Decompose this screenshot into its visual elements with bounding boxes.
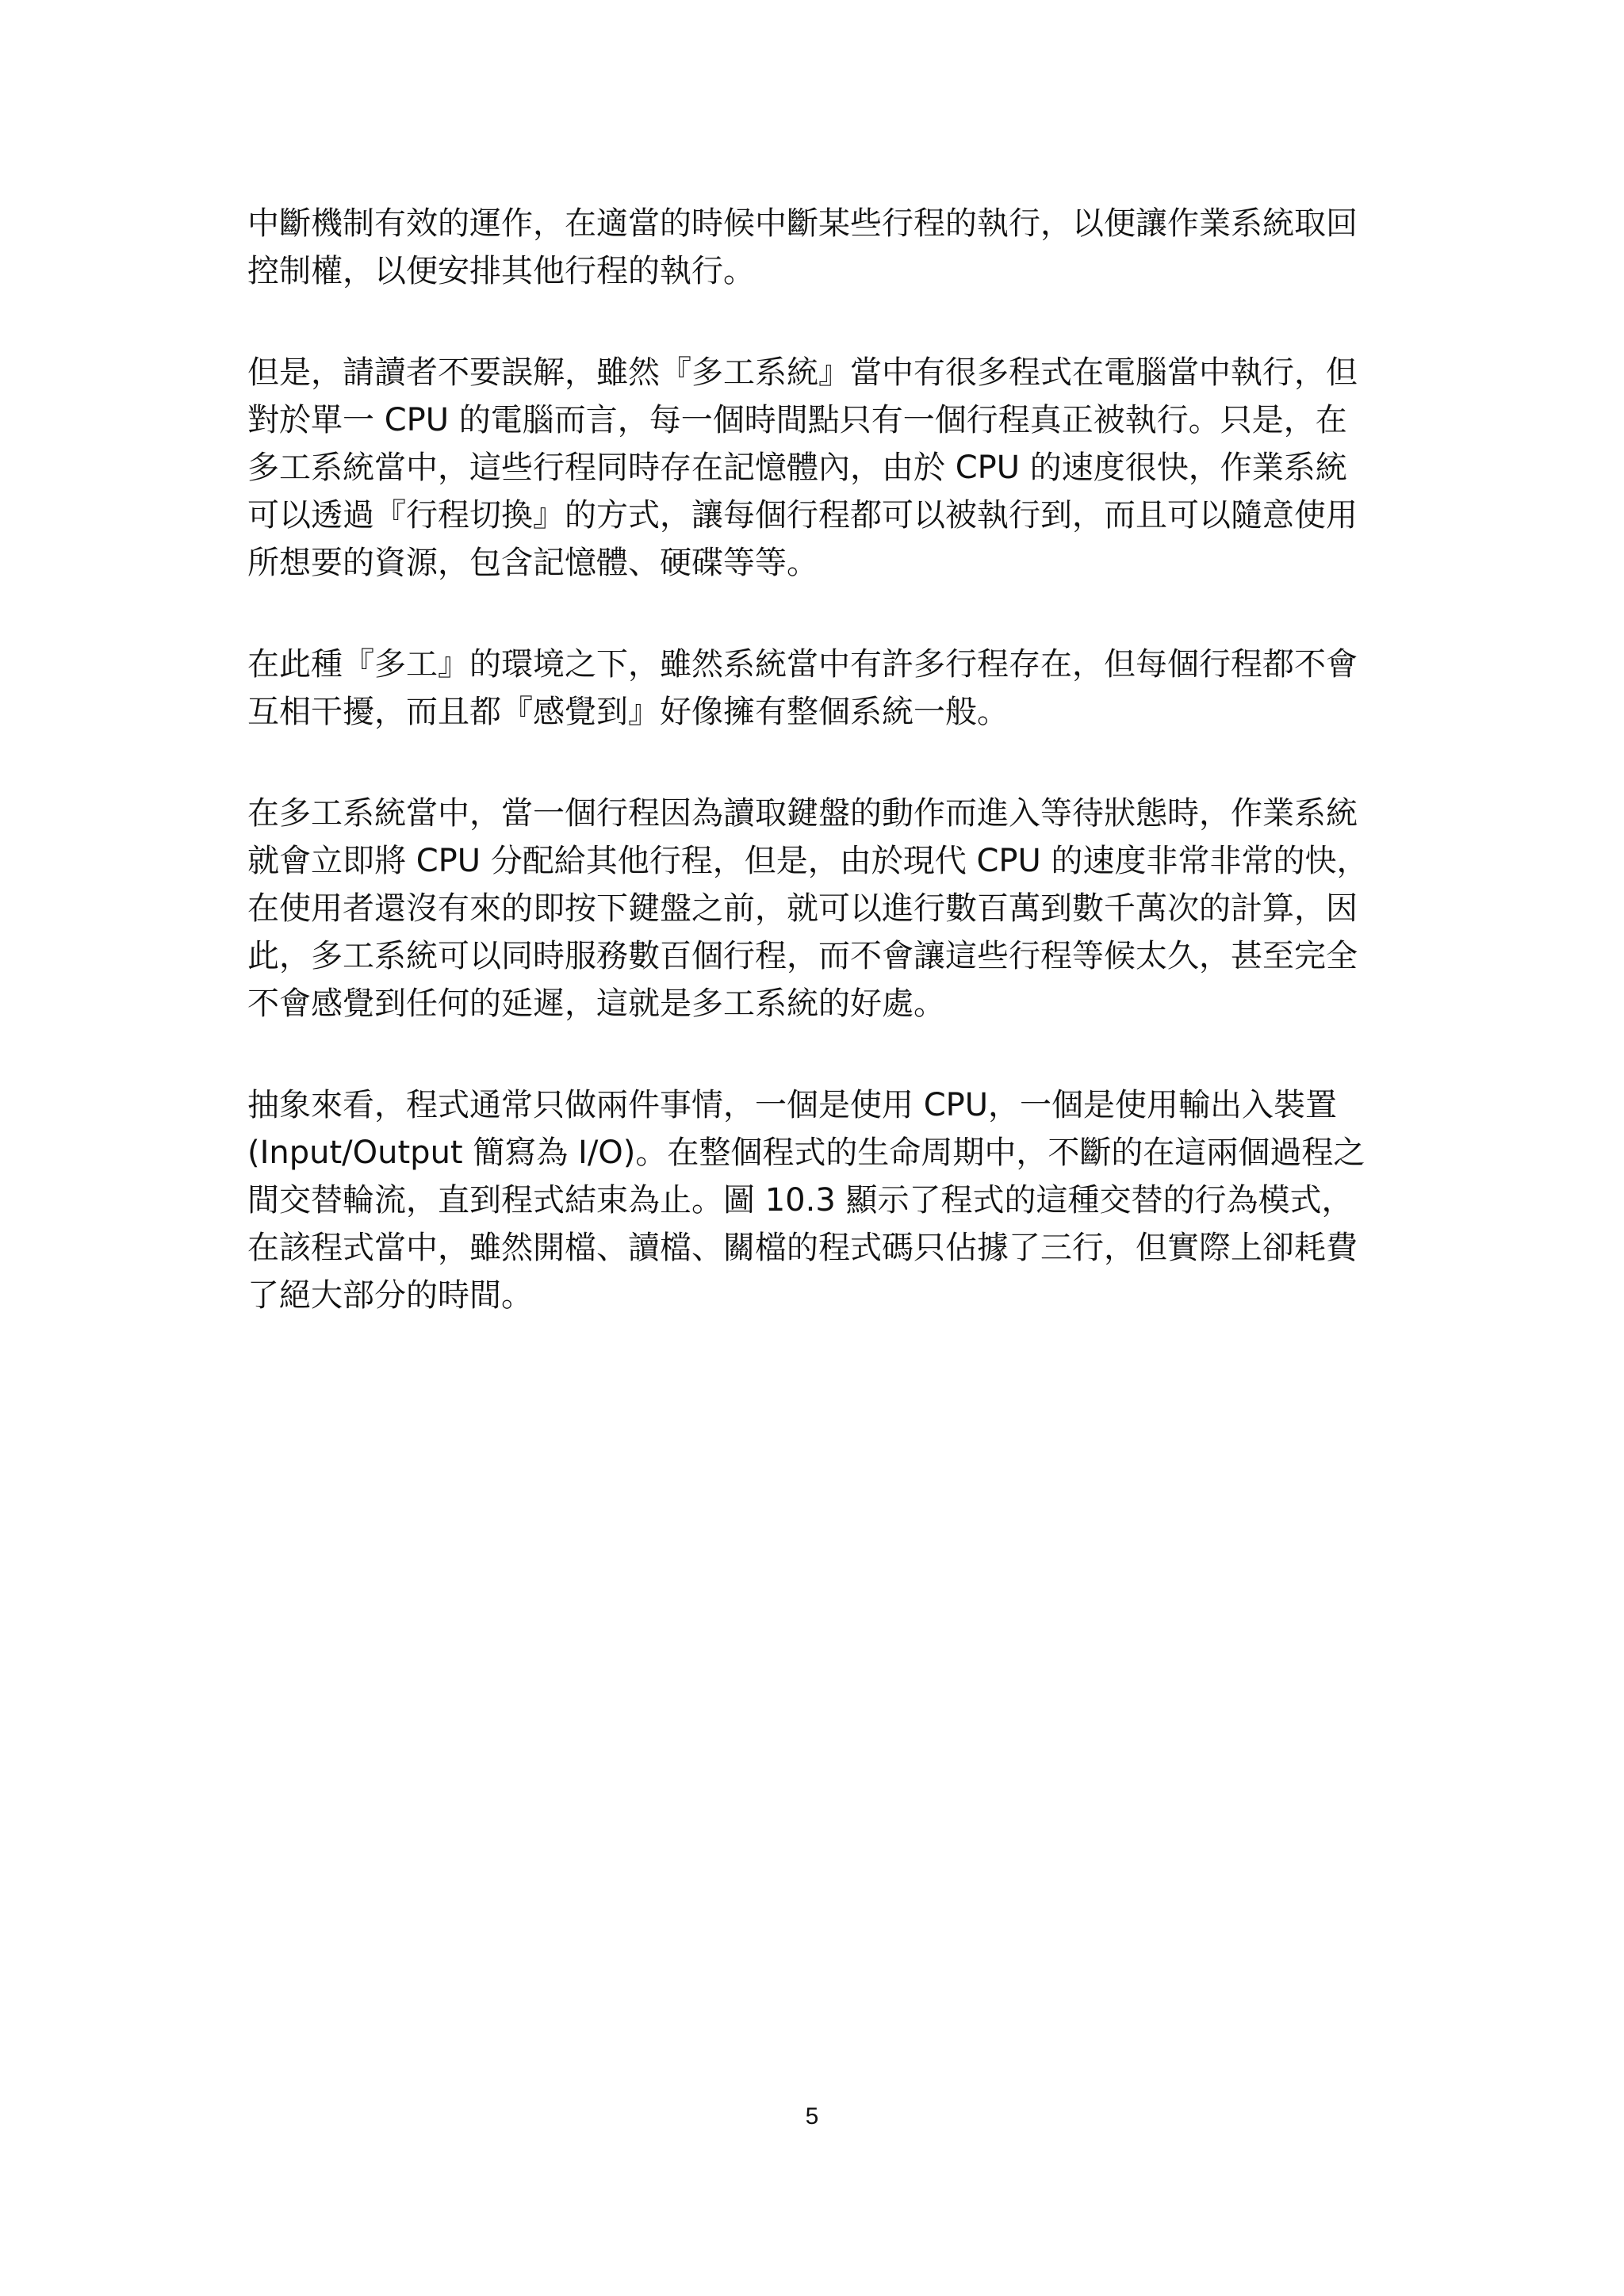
paragraph-line: 但是，請讀者不要誤解，雖然『多工系統』當中有很多程式在電腦當中執行，但 <box>247 354 1358 391</box>
page-number: 5 <box>805 2103 819 2130</box>
paragraph-line: (Input/Output 簡寫為 I/O)。在整個程式的生命周期中，不斷的在這兩個過程之 <box>247 1135 1365 1171</box>
paragraph-line: 所想要的資源，包含記憶體、硬碟等等。 <box>247 545 818 581</box>
paragraph-line: 就會立即將 CPU 分配給其他行程，但是，由於現代 CPU 的速度非常非常的快， <box>247 843 1369 879</box>
paragraph-line: 可以透過『行程切換』的方式，讓每個行程都可以被執行到，而且可以隨意使用 <box>247 497 1358 534</box>
paragraph-line: 在此種『多工』的環境之下，雖然系統當中有許多行程存在，但每個行程都不會 <box>247 646 1358 683</box>
paragraph-line: 在該程式當中，雖然開檔、讀檔、關檔的程式碼只佔據了三行，但實際上卻耗費 <box>247 1230 1358 1266</box>
paragraph-line: 中斷機制有效的運作，在適當的時候中斷某些行程的執行，以便讓作業系統取回 <box>247 205 1358 242</box>
paragraph-line: 了絕大部分的時間。 <box>247 1277 533 1314</box>
paragraph-line: 在使用者還沒有來的即按下鍵盤之前，就可以進行數百萬到數千萬次的計算，因 <box>247 890 1358 927</box>
paragraph-line: 抽象來看，程式通常只做兩件事情，一個是使用 CPU，一個是使用輸出入裝置 <box>247 1087 1338 1123</box>
paragraph-line: 間交替輪流，直到程式結束為止。圖 10.3 顯示了程式的這種交替的行為模式， <box>247 1182 1354 1219</box>
paragraph-line: 互相干擾，而且都『感覺到』好像擁有整個系統一般。 <box>247 694 1009 730</box>
paragraph-line: 在多工系統當中，當一個行程因為讀取鍵盤的動作而進入等待狀態時，作業系統 <box>247 795 1358 832</box>
paragraph-line: 此，多工系統可以同時服務數百個行程，而不會讓這些行程等候太久，甚至完全 <box>247 938 1358 974</box>
paragraph-line: 控制權，以便安排其他行程的執行。 <box>247 253 755 289</box>
paragraph-line: 不會感覺到任何的延遲，這就是多工系統的好處。 <box>247 985 945 1022</box>
paragraph-line: 多工系統當中，這些行程同時存在記憶體內，由於 CPU 的速度很快，作業系統 <box>247 450 1347 486</box>
paragraph-line: 對於單一 CPU 的電腦而言，每一個時間點只有一個行程真正被執行。只是，在 <box>247 402 1347 438</box>
